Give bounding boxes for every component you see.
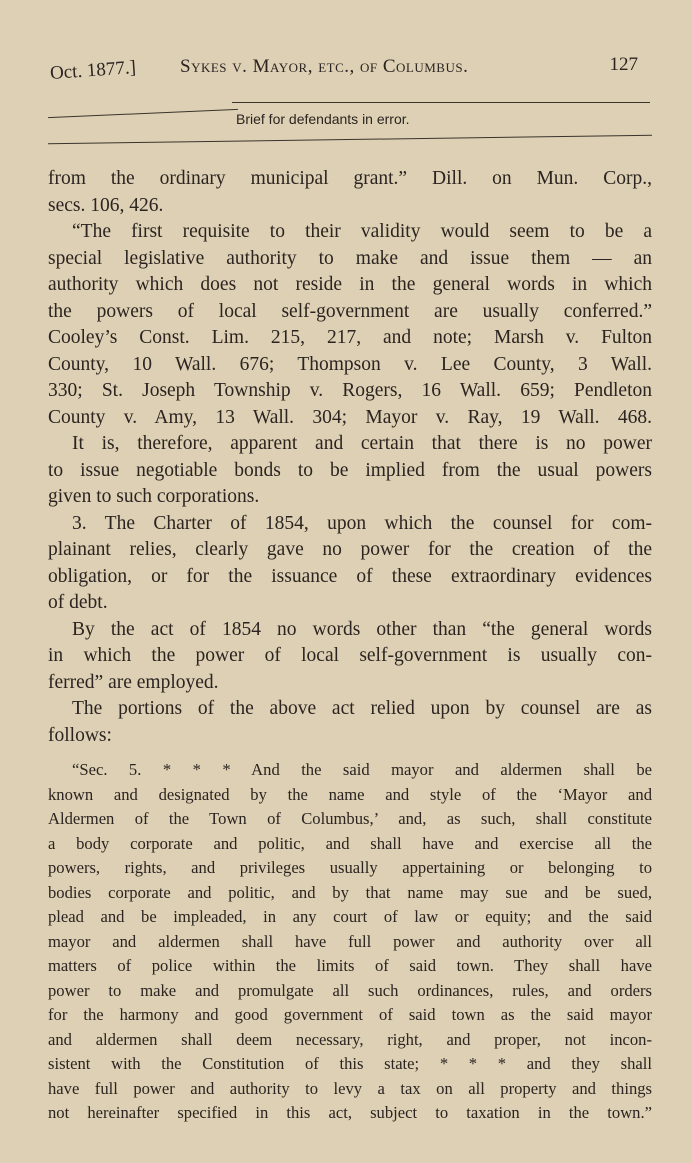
text-line: powers, rights, and privileges usually appertaining or belonging to xyxy=(48,858,652,877)
text-line: for the harmony and good government of said town as the said mayor xyxy=(48,1005,652,1024)
header-title: Sykes v. Mayor, etc., of Columbus. xyxy=(180,56,469,77)
text-line: By the act of 1854 no words other than “the general words xyxy=(72,618,652,640)
running-header xyxy=(50,52,650,82)
text-line: in which the power of local self-government is usually con- xyxy=(48,645,652,666)
subheading-rule xyxy=(48,135,652,144)
text-line: secs. 106, 426. xyxy=(48,194,164,216)
text-line: County v. Amy, 13 Wall. 304; Mayor v. Ray, 19 Wall. 468. xyxy=(48,406,652,428)
text-line: mayor and aldermen shall have full power and authority over all xyxy=(48,931,652,951)
header-rule xyxy=(232,102,650,103)
text-line: County, 10 Wall. 676; Thompson v. Lee County, 3 Wall. xyxy=(48,353,652,375)
text-line: 330; St. Joseph Township v. Rogers, 16 Wall. 659; Pendleton xyxy=(48,380,652,401)
header-rule-left xyxy=(48,109,238,118)
text-line: known and designated by the name and style of the ‘Mayor and xyxy=(48,784,652,804)
text-line: The portions of the above act relied upon by counsel are as xyxy=(72,698,652,719)
text-line: Cooley’s Const. Lim. 215, 217, and note; Marsh v. Fulton xyxy=(48,327,652,348)
text-line: obligation, or for the issuance of these extraordinary evidences xyxy=(48,565,652,587)
text-line: special legislative authority to make and issue them — an xyxy=(48,247,652,269)
text-line: to issue negotiable bonds to be implied from the usual powers xyxy=(48,459,652,481)
text-line: bodies corporate and politic, and by that name may sue and be sued, xyxy=(48,882,652,902)
subheading: Brief for defendants in error. xyxy=(236,111,410,127)
text-line: ferred” are employed. xyxy=(48,671,219,693)
text-line: follows: xyxy=(48,724,112,746)
text-line: “Sec. 5. * * * And the said mayor and aldermen shall be xyxy=(72,760,652,779)
text-line: given to such corporations. xyxy=(48,486,260,507)
text-line: of debt. xyxy=(48,592,108,613)
text-line: authority which does not reside in the general words in which xyxy=(48,274,652,295)
text-line: have full power and authority to levy a tax on all property and things xyxy=(48,1078,652,1098)
text-line: plainant relies, clearly gave no power for the creation of the xyxy=(48,539,652,560)
text-line: and aldermen shall deem necessary, right, and proper, not incon- xyxy=(48,1029,652,1049)
text-line: Aldermen of the Town of Columbus,’ and, as such, shall constitute xyxy=(48,809,652,828)
text-line: “The first requisite to their validity would seem to be a xyxy=(72,221,652,242)
text-line: matters of police within the limits of said town. They shall have xyxy=(48,956,652,975)
text-line: not hereinafter specified in this act, subject to taxation in the town.” xyxy=(48,1103,652,1122)
text-line: sistent with the Constitution of this state; * * * and they shall xyxy=(48,1054,652,1073)
text-line: from the ordinary municipal grant.” Dill. on Mun. Corp., xyxy=(48,168,652,189)
text-line: power to make and promulgate all such ordinances, rules, and orders xyxy=(48,980,652,1000)
header-date: Oct. 1877.] xyxy=(49,57,137,84)
text-line: a body corporate and politic, and shall have and exercise all the xyxy=(48,833,652,853)
text-line: plead and be impleaded, in any court of law or equity; and the said xyxy=(48,907,652,926)
page-number: 127 xyxy=(609,54,638,75)
text-line: 3. The Charter of 1854, upon which the counsel for com- xyxy=(72,512,652,534)
text-line: It is, therefore, apparent and certain that there is no power xyxy=(72,433,652,454)
text-line: the powers of local self-government are usually conferred.” xyxy=(48,300,652,322)
